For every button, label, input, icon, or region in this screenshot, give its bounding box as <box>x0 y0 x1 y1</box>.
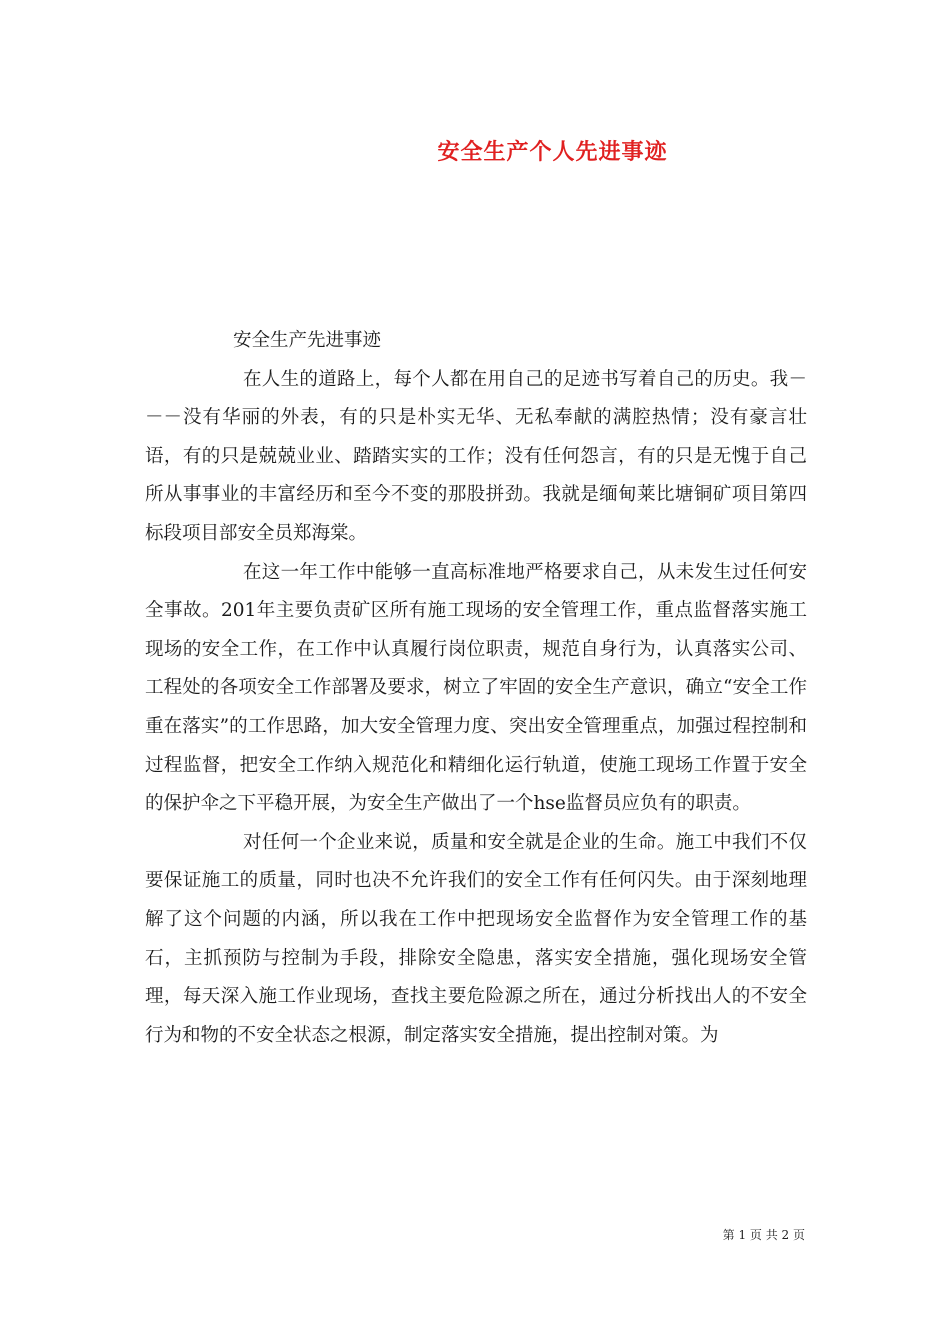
section-subtitle: 安全生产先进事迹 <box>233 330 382 351</box>
paragraph-1: 在人生的道路上，每个人都在用自己的足迹书写着自己的历史。我－－－没有华丽的外表，有的只是朴实无华、无私奉献的满腔热情；没有豪言壮语，有的只是兢兢业业、踏踏实实的工作；没有任何怨言，有的只是无愧于自己所从事事业的丰富经历和至今不变的那股拼劲。我就是缅甸莱比塘铜矿项目第四标段项目部安全员郑海棠。 <box>145 368 807 544</box>
paragraph-2: 在这一年工作中能够一直高标准地严格要求自己，从未发生过任何安全事故。201年主要负责矿区所有施工现场的安全管理工作，重点监督落实施工现场的安全工作，在工作中认真履行岗位职责，规范自身行为，认真落实公司、工程处的各项安全工作部署及要求，树立了牢固的安全生产意识，确立“安全工作重在落实”的工作思路，加大安全管理力度、突出安全管理重点，加强过程控制和过程监督，把安全工作纳入规范化和精细化运行轨道，使施工现场工作置于安全的保护伞之下平稳开展，为安全生产做出了一个hse监督员应负有的职责。 <box>145 561 807 815</box>
document-body <box>145 322 807 1055</box>
page-title: 安全生产个人先进事迹 <box>437 139 668 165</box>
page-number: 第 1 页 共 2 页 <box>722 1228 805 1242</box>
paragraph-3: 对任何一个企业来说，质量和安全就是企业的生命。施工中我们不仅要保证施工的质量，同时也决不允许我们的安全工作有任何闪失。由于深刻地理解了这个问题的内涵，所以我在工作中把现场安全监督作为安全管理工作的基石，主抓预防与控制为手段，排除安全隐患，落实安全措施，强化现场安全管理，每天深入施工作业现场，查找主要危险源之所在，通过分析找出人的不安全行为和物的不安全状态之根源，制定落实安全措施，提出控制对策。为 <box>145 831 807 1046</box>
